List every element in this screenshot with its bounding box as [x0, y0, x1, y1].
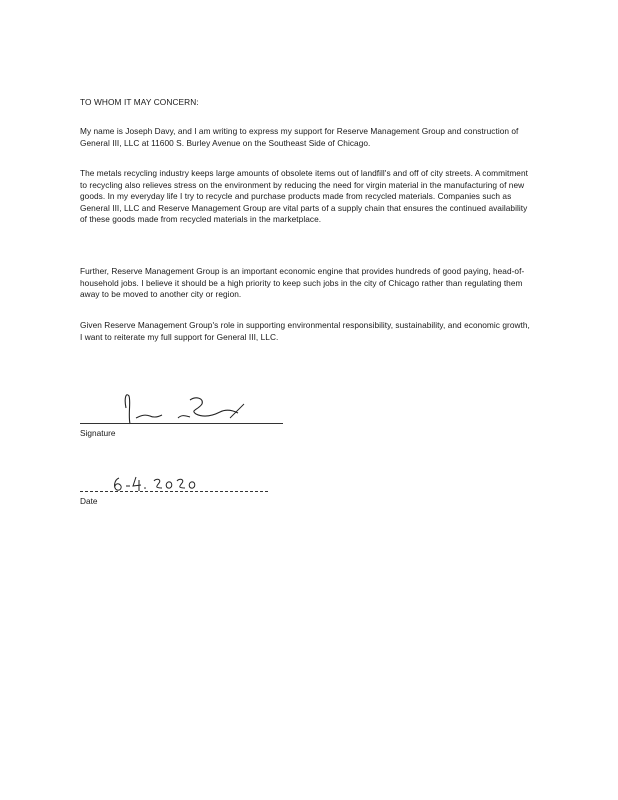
signature-label: Signature	[80, 428, 116, 438]
paragraph-closing: Given Reserve Management Group's role in supporting environmental responsibility, sustainability, and economic growth, I want to reiterate my full support for General III, LLC.	[80, 320, 530, 342]
handwritten-signature	[80, 388, 290, 428]
paragraph-intro: My name is Joseph Davy, and I am writing to express my support for Reserve Management Group and construction of General III, LLC at 11600 S. Burley Avenue on the Southeast Side of Chicago.	[80, 126, 519, 148]
date-line	[80, 491, 268, 492]
paragraph-economic: Further, Reserve Management Group is an important economic engine that provides hundreds of good paying, head-of-household jobs. I believe it should be a high priority to keep such jobs in the city of Chicago rather than regulating them away to be moved to another city or region.	[80, 266, 525, 299]
signature-line	[80, 423, 283, 424]
salutation: TO WHOM IT MAY CONCERN:	[80, 97, 199, 107]
paragraph-recycling: The metals recycling industry keeps large amounts of obsolete items out of landfill's and off of city streets. A commitment to recycling also relieves stress on the environment by reducing the need for virgin material in the manufacturing of new goods. In my everyday life I try to recycle and purchase products made from recycled materials. Companies such as General III, LLC and Reserve Management Group are vital parts of a supply chain that ensures the continued availability of these goods made from recycled materials in the marketplace.	[80, 168, 528, 224]
date-label: Date	[80, 496, 98, 506]
